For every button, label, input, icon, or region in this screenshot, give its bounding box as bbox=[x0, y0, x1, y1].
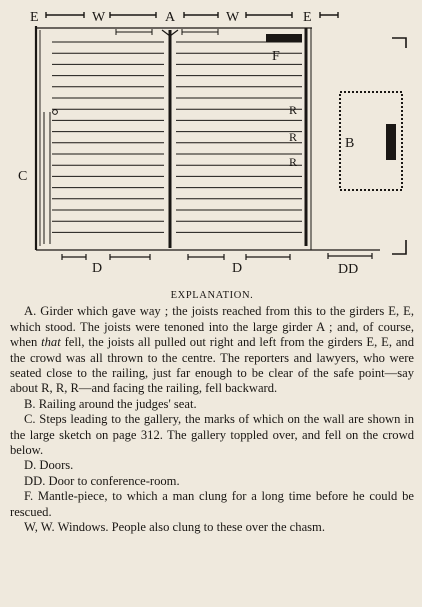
label-w-right: W bbox=[226, 10, 240, 25]
explanation-heading: EXPLANATION. bbox=[170, 290, 254, 301]
label-d-left: D bbox=[92, 261, 103, 276]
label-r2: R bbox=[289, 130, 298, 144]
door-markers bbox=[62, 254, 290, 260]
mantle-piece bbox=[266, 34, 302, 42]
item-b: B. Railing around the judges' seat. bbox=[24, 396, 197, 411]
label-w-left: W bbox=[92, 10, 106, 25]
label-c: C bbox=[18, 169, 28, 184]
label-a: A bbox=[165, 10, 176, 25]
joists bbox=[52, 42, 302, 232]
label-b: B bbox=[345, 136, 355, 151]
label-d-right: D bbox=[232, 261, 243, 276]
explanation-text bbox=[10, 288, 414, 536]
label-r3: R bbox=[289, 155, 298, 169]
top-wall-segments bbox=[46, 12, 338, 18]
item-a-emphasis: that bbox=[41, 335, 61, 350]
item-c: C. Steps leading to the gallery, the marks of which on the wall are shown in the large sketch on page 312. The gallery toppled over, and fell on the crowd below. bbox=[10, 412, 414, 458]
item-dd: DD. Door to conference-room. bbox=[24, 473, 180, 488]
floor-plan-diagram bbox=[0, 0, 422, 285]
item-d: D. Doors. bbox=[24, 458, 74, 473]
judges-seat bbox=[386, 124, 396, 160]
label-e-left: E bbox=[30, 10, 39, 25]
item-w: W, W. Windows. People also clung to these over the chasm. bbox=[24, 520, 326, 535]
label-r1: R bbox=[289, 103, 298, 117]
label-e-right: E bbox=[303, 10, 312, 25]
door-dd-marker bbox=[328, 253, 372, 259]
label-f: F bbox=[272, 49, 280, 64]
item-f: F. Mantle-piece, to which a man clung for a long time before he could be rescued. bbox=[10, 489, 414, 519]
label-dd: DD bbox=[338, 262, 359, 277]
item-a: A. Girder which gave way ; the joists reached from this to the girders E, E, which stood. The joists were tenoned into the large girder A ; and, of course, when that fell, the joists all pulled out right and left from the girders E, E, and the crowd was all thrown to the centre. The reporters and lawyers, who were seated close to the railing, just far enough to be clear of the safe point—say about R, R, R—and facing the railing, fell backward. bbox=[10, 304, 415, 396]
